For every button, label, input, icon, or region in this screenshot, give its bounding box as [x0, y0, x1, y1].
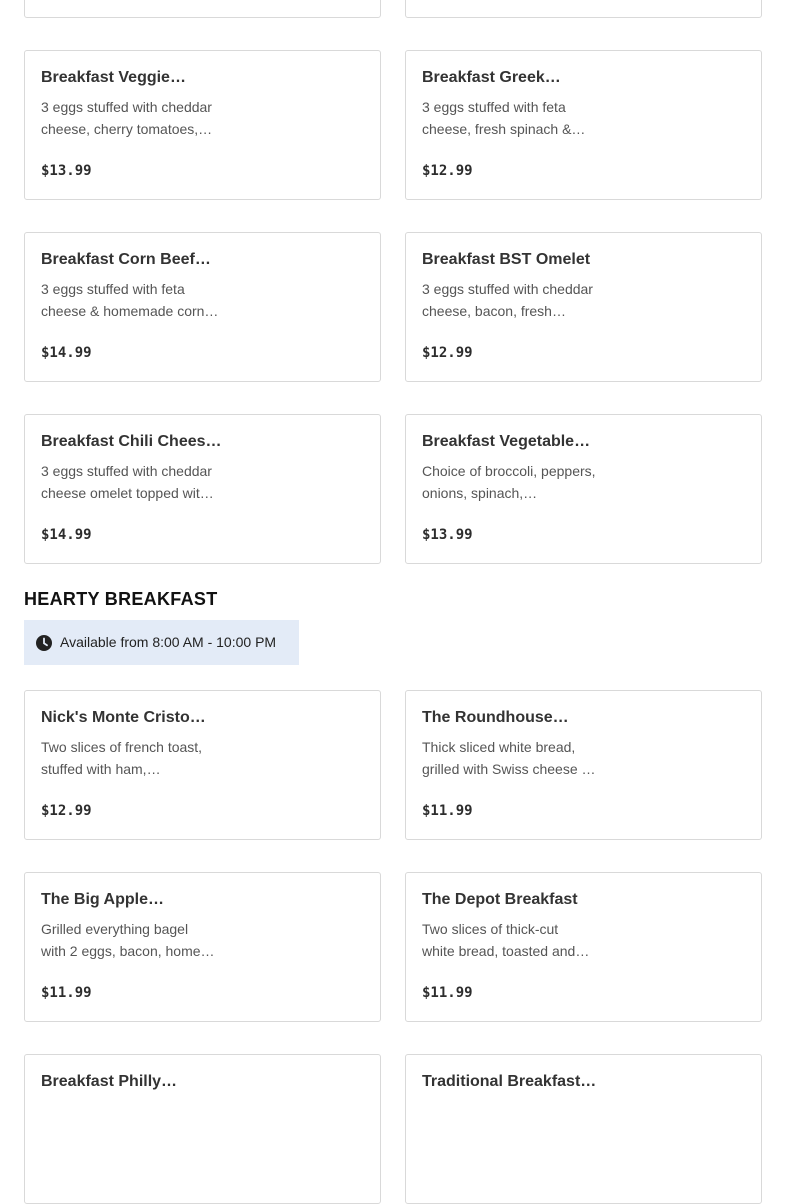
availability-banner	[24, 620, 299, 665]
menu-item-card[interactable]	[24, 50, 381, 200]
item-description: Two slices of french toast, stuffed with ham,…	[41, 739, 203, 777]
item-name: Traditional Breakfast…	[422, 1073, 597, 1090]
item-name: Breakfast Corn Beef…	[41, 251, 211, 268]
menu-item-card[interactable]	[24, 232, 381, 382]
item-name: Breakfast BST Omelet	[422, 251, 591, 268]
item-description: 3 eggs stuffed with feta cheese, fresh spinach &…	[422, 99, 586, 137]
item-price: $13.99	[422, 527, 473, 543]
menu-item-card[interactable]	[24, 872, 381, 1022]
menu-item-card[interactable]	[405, 690, 762, 840]
item-name: Breakfast Greek…	[422, 69, 561, 86]
item-price: $12.99	[422, 163, 473, 179]
menu-item-card[interactable]	[24, 1054, 381, 1204]
item-name: The Big Apple…	[41, 891, 164, 908]
item-price: $14.99	[41, 345, 92, 361]
availability-text: Available from 8:00 AM - 10:00 PM	[60, 634, 277, 650]
section-title: HEARTY BREAKFAST	[24, 589, 218, 609]
menu-item-card[interactable]	[405, 1054, 762, 1204]
item-price: $14.99	[41, 527, 92, 543]
item-description: 3 eggs stuffed with cheddar cheese omelet topped wit…	[41, 463, 214, 501]
item-description: 3 eggs stuffed with feta cheese & homemade corn…	[41, 281, 219, 319]
item-name: The Depot Breakfast	[422, 891, 578, 908]
clock-icon	[36, 635, 52, 651]
item-description: Two slices of thick-cut white bread, toasted and…	[422, 921, 590, 959]
item-price: $11.99	[422, 985, 473, 1001]
item-name: The Roundhouse…	[422, 709, 569, 726]
menu-item-card[interactable]	[24, 414, 381, 564]
item-description: 3 eggs stuffed with cheddar cheese, cherry tomatoes,…	[41, 99, 213, 137]
item-description: 3 eggs stuffed with cheddar cheese, bacon, fresh…	[422, 281, 593, 319]
item-name: Breakfast Vegetable…	[422, 433, 591, 450]
item-price: $11.99	[422, 803, 473, 819]
item-price: $12.99	[422, 345, 473, 361]
menu-item-card[interactable]	[24, 690, 381, 840]
item-name: Nick's Monte Cristo…	[41, 709, 206, 726]
menu-item-card[interactable]	[405, 872, 762, 1022]
item-description: Choice of broccoli, peppers, onions, spinach,…	[422, 463, 596, 501]
menu-item-card[interactable]	[405, 232, 762, 382]
item-name: Breakfast Philly…	[41, 1073, 178, 1090]
item-price: $13.99	[41, 163, 92, 179]
item-description: Thick sliced white bread, grilled with Swiss cheese …	[422, 739, 596, 777]
item-description: Grilled everything bagel with 2 eggs, bacon, home…	[41, 921, 215, 959]
item-name: Breakfast Veggie…	[41, 69, 186, 86]
item-name: Breakfast Chili Chees…	[41, 433, 222, 450]
menu-item-card[interactable]	[405, 50, 762, 200]
menu-item-card[interactable]	[405, 414, 762, 564]
menu-item-card[interactable]	[405, 0, 762, 18]
menu-item-card[interactable]	[24, 0, 381, 18]
item-price: $11.99	[41, 985, 92, 1001]
item-price: $12.99	[41, 803, 92, 819]
